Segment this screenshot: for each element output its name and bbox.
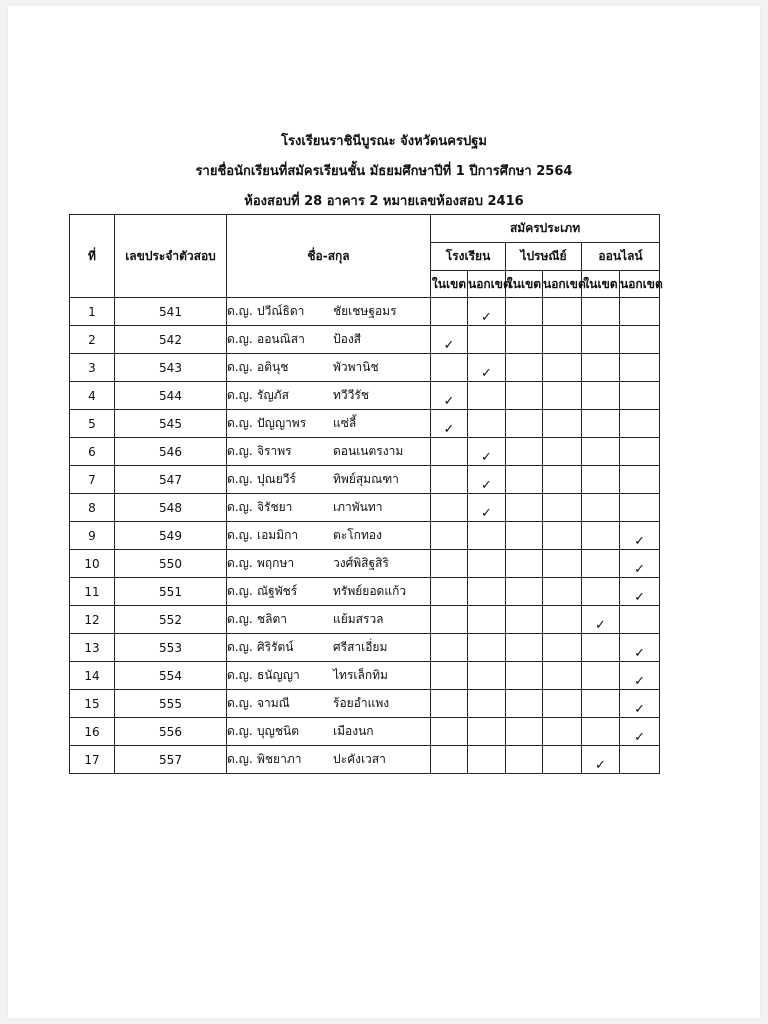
check-mark-icon: ✓: [634, 674, 645, 689]
last-name: แซ่ลี้: [333, 416, 357, 430]
check-mark-icon: ✓: [443, 422, 455, 437]
first-name: จามณี: [257, 696, 290, 710]
first-name: พิชยาภา: [257, 752, 302, 766]
last-name: ทรัพย์ยอดแก้ว: [333, 584, 407, 598]
first-name: ปัญญาพร: [257, 416, 307, 430]
cell-post-out-zone: [543, 298, 582, 326]
cell-online-out-zone: [620, 578, 660, 606]
last-name: ทิพย์สุมณฑา: [333, 472, 399, 486]
first-name: ศิริรัตน์: [257, 640, 294, 654]
name-prefix: ด.ญ.: [227, 528, 253, 542]
row-number: 16: [70, 718, 115, 746]
last-name: แย้มสรวล: [333, 612, 384, 626]
cell-online-out-zone: [620, 382, 660, 410]
cell-post-in-zone: [506, 578, 543, 606]
cell-post-out-zone: [543, 690, 582, 718]
cell-school-out-zone: [468, 326, 506, 354]
cell-online-out-zone: [620, 550, 660, 578]
table-row: [70, 718, 660, 746]
cell-post-in-zone: [506, 410, 543, 438]
cell-school-out-zone: [468, 522, 506, 550]
cell-online-out-zone: [620, 326, 660, 354]
cell-online-out-zone: [620, 690, 660, 718]
cell-school-in-zone: [431, 522, 468, 550]
cell-online-in-zone: [582, 690, 620, 718]
cell-post-in-zone: [506, 550, 543, 578]
cell-school-in-zone: [431, 550, 468, 578]
row-number: 2: [70, 326, 115, 354]
cell-school-out-zone: [468, 550, 506, 578]
last-name: ทวีวีรัช: [333, 388, 369, 402]
cell-online-in-zone: [582, 494, 620, 522]
cell-school-out-zone: [468, 410, 506, 438]
exam-code: 541: [115, 298, 227, 326]
row-number: 1: [70, 298, 115, 326]
table-row: [70, 550, 660, 578]
cell-school-in-zone: [431, 494, 468, 522]
header-online: ออนไลน์: [582, 243, 660, 271]
row-number: 7: [70, 466, 115, 494]
cell-online-out-zone: [620, 354, 660, 382]
first-name: ปวีณ์ธิดา: [257, 304, 305, 318]
school-title: โรงเรียนราชินีบูรณะ จังหวัดนครปฐม: [281, 134, 487, 149]
last-name: เภาพันทา: [333, 500, 383, 514]
first-name: จิราพร: [257, 444, 292, 458]
table-row: [70, 634, 660, 662]
cell-school-out-zone: [468, 578, 506, 606]
header-school-out-zone: นอกเขต: [468, 271, 506, 298]
last-name: ศรีสาเอี่ยม: [333, 640, 388, 654]
name-prefix: ด.ญ.: [227, 612, 253, 626]
first-name: ณัฐพัชร์: [257, 584, 298, 598]
student-name: [227, 606, 431, 634]
student-name: [227, 326, 431, 354]
cell-online-out-zone: [620, 410, 660, 438]
row-number: 6: [70, 438, 115, 466]
first-name: ชลิตา: [257, 612, 288, 626]
cell-school-in-zone: [431, 690, 468, 718]
row-number: 3: [70, 354, 115, 382]
list-title: รายชื่อนักเรียนที่สมัครเรียนชั้น มัธยมศึกษาปีที่ 1 ปีการศึกษา 2564: [195, 164, 573, 179]
cell-online-out-zone: [620, 438, 660, 466]
first-name: จิรัชยา: [257, 500, 293, 514]
last-name: ตะโกทอง: [333, 528, 382, 542]
cell-online-in-zone: [582, 438, 620, 466]
first-name: อตินุช: [257, 360, 289, 374]
cell-online-in-zone: [582, 606, 620, 634]
cell-school-in-zone: [431, 438, 468, 466]
row-number: 9: [70, 522, 115, 550]
cell-post-out-zone: [543, 634, 582, 662]
exam-room-title: ห้องสอบที่ 28 อาคาร 2 หมายเลขห้องสอบ 2416: [244, 194, 524, 209]
cell-post-out-zone: [543, 438, 582, 466]
student-name: [227, 690, 431, 718]
check-mark-icon: ✓: [443, 338, 455, 353]
cell-post-in-zone: [506, 466, 543, 494]
table-row: [70, 382, 660, 410]
cell-online-out-zone: [620, 746, 660, 774]
cell-school-in-zone: [431, 466, 468, 494]
cell-school-out-zone: [468, 690, 506, 718]
cell-post-out-zone: [543, 326, 582, 354]
last-name: ปะคังเวสา: [333, 752, 386, 766]
first-name: เอมมิกา: [257, 528, 299, 542]
cell-online-in-zone: [582, 578, 620, 606]
cell-online-out-zone: [620, 494, 660, 522]
row-number: 8: [70, 494, 115, 522]
last-name: เมืองนก: [333, 724, 374, 738]
exam-code: 543: [115, 354, 227, 382]
exam-code: 547: [115, 466, 227, 494]
check-mark-icon: ✓: [481, 366, 492, 381]
exam-code: 544: [115, 382, 227, 410]
name-prefix: ด.ญ.: [227, 444, 253, 458]
name-prefix: ด.ญ.: [227, 556, 253, 570]
cell-online-out-zone: [620, 606, 660, 634]
table-row: [70, 438, 660, 466]
header-post-out-zone: นอกเขต: [543, 271, 582, 298]
name-prefix: ด.ญ.: [227, 668, 253, 682]
header-school-in-zone: ในเขต: [431, 271, 468, 298]
cell-school-out-zone: [468, 606, 506, 634]
table-row: [70, 578, 660, 606]
cell-online-in-zone: [582, 522, 620, 550]
name-prefix: ด.ญ.: [227, 472, 253, 486]
header-post-in-zone: ในเขต: [506, 271, 543, 298]
check-mark-icon: ✓: [481, 450, 492, 465]
exam-code: 554: [115, 662, 227, 690]
cell-school-in-zone: [431, 746, 468, 774]
name-prefix: ด.ญ.: [227, 640, 253, 654]
cell-online-in-zone: [582, 718, 620, 746]
name-prefix: ด.ญ.: [227, 696, 253, 710]
cell-online-out-zone: [620, 662, 660, 690]
header-apply-type: สมัครประเภท: [431, 215, 660, 243]
student-name: [227, 494, 431, 522]
row-number: 14: [70, 662, 115, 690]
cell-school-in-zone: [431, 634, 468, 662]
cell-online-in-zone: [582, 382, 620, 410]
check-mark-icon: ✓: [634, 562, 645, 577]
row-number: 15: [70, 690, 115, 718]
cell-online-out-zone: [620, 634, 660, 662]
cell-post-out-zone: [543, 606, 582, 634]
cell-school-in-zone: [431, 606, 468, 634]
cell-online-in-zone: [582, 326, 620, 354]
student-name: [227, 438, 431, 466]
student-name: [227, 466, 431, 494]
header-no: ที่: [70, 215, 115, 298]
cell-school-out-zone: [468, 466, 506, 494]
cell-school-in-zone: [431, 326, 468, 354]
name-prefix: ด.ญ.: [227, 500, 253, 514]
row-number: 10: [70, 550, 115, 578]
cell-post-in-zone: [506, 634, 543, 662]
cell-school-out-zone: [468, 354, 506, 382]
check-mark-icon: ✓: [481, 506, 492, 521]
cell-online-out-zone: [620, 718, 660, 746]
cell-post-out-zone: [543, 522, 582, 550]
cell-online-in-zone: [582, 662, 620, 690]
student-name: [227, 382, 431, 410]
check-mark-icon: ✓: [443, 394, 455, 409]
cell-post-out-zone: [543, 746, 582, 774]
cell-post-out-zone: [543, 466, 582, 494]
name-prefix: ด.ญ.: [227, 584, 253, 598]
cell-school-in-zone: [431, 662, 468, 690]
cell-post-out-zone: [543, 550, 582, 578]
exam-code: 556: [115, 718, 227, 746]
last-name: ป้องสี: [333, 332, 362, 346]
cell-post-in-zone: [506, 494, 543, 522]
exam-code: 546: [115, 438, 227, 466]
table-row: [70, 466, 660, 494]
first-name: ธนัญญา: [257, 668, 300, 682]
row-number: 5: [70, 410, 115, 438]
cell-post-in-zone: [506, 438, 543, 466]
check-mark-icon: ✓: [481, 478, 492, 493]
cell-online-in-zone: [582, 410, 620, 438]
student-table-body: [70, 298, 660, 774]
table-row: [70, 354, 660, 382]
cell-online-in-zone: [582, 354, 620, 382]
cell-school-in-zone: [431, 298, 468, 326]
cell-school-out-zone: [468, 634, 506, 662]
row-number: 12: [70, 606, 115, 634]
cell-post-in-zone: [506, 718, 543, 746]
check-mark-icon: ✓: [481, 310, 492, 325]
cell-post-in-zone: [506, 298, 543, 326]
header-school: โรงเรียน: [431, 243, 506, 271]
cell-online-in-zone: [582, 634, 620, 662]
cell-post-in-zone: [506, 326, 543, 354]
cell-post-in-zone: [506, 662, 543, 690]
student-name: [227, 410, 431, 438]
first-name: ปุณยวีร์: [257, 472, 296, 486]
cell-school-in-zone: [431, 578, 468, 606]
cell-post-out-zone: [543, 718, 582, 746]
cell-online-out-zone: [620, 522, 660, 550]
cell-post-in-zone: [506, 746, 543, 774]
student-name: [227, 718, 431, 746]
cell-post-out-zone: [543, 382, 582, 410]
student-name: [227, 354, 431, 382]
cell-online-in-zone: [582, 550, 620, 578]
header-online-out-zone: นอกเขต: [620, 271, 660, 298]
check-mark-icon: ✓: [634, 730, 645, 745]
cell-online-out-zone: [620, 298, 660, 326]
name-prefix: ด.ญ.: [227, 388, 253, 402]
row-number: 13: [70, 634, 115, 662]
student-name: [227, 634, 431, 662]
first-name: ออนณิสา: [257, 332, 305, 346]
exam-code: 555: [115, 690, 227, 718]
exam-code: 550: [115, 550, 227, 578]
table-row: [70, 522, 660, 550]
table-row: [70, 298, 660, 326]
header-name: ชื่อ-สกุล: [227, 215, 431, 298]
name-prefix: ด.ญ.: [227, 304, 253, 318]
cell-school-out-zone: [468, 746, 506, 774]
cell-post-in-zone: [506, 522, 543, 550]
name-prefix: ด.ญ.: [227, 724, 253, 738]
cell-school-in-zone: [431, 354, 468, 382]
last-name: วงศ์พิสิฐสิริ: [333, 556, 389, 570]
exam-code: 557: [115, 746, 227, 774]
last-name: ร้อยอำแพง: [333, 696, 390, 710]
student-name: [227, 662, 431, 690]
cell-post-in-zone: [506, 690, 543, 718]
exam-code: 549: [115, 522, 227, 550]
student-name: [227, 550, 431, 578]
cell-school-out-zone: [468, 298, 506, 326]
name-prefix: ด.ญ.: [227, 360, 253, 374]
cell-school-in-zone: [431, 382, 468, 410]
last-name: พัวพานิช: [333, 360, 379, 374]
first-name: พฤกษา: [257, 556, 295, 570]
table-row: [70, 690, 660, 718]
cell-post-out-zone: [543, 662, 582, 690]
last-name: ไทรเล็กทิม: [333, 668, 388, 682]
cell-post-out-zone: [543, 578, 582, 606]
name-prefix: ด.ญ.: [227, 416, 253, 430]
cell-post-out-zone: [543, 354, 582, 382]
student-name: [227, 298, 431, 326]
exam-code: 542: [115, 326, 227, 354]
last-name: ชัยเชษฐอมร: [333, 304, 397, 318]
student-name: [227, 746, 431, 774]
cell-online-in-zone: [582, 466, 620, 494]
name-prefix: ด.ญ.: [227, 752, 253, 766]
row-number: 4: [70, 382, 115, 410]
name-prefix: ด.ญ.: [227, 332, 253, 346]
row-number: 17: [70, 746, 115, 774]
check-mark-icon: ✓: [595, 758, 606, 773]
cell-post-out-zone: [543, 494, 582, 522]
check-mark-icon: ✓: [634, 534, 645, 549]
exam-code: 545: [115, 410, 227, 438]
table-row: [70, 410, 660, 438]
table-row: [70, 494, 660, 522]
cell-online-in-zone: [582, 746, 620, 774]
cell-school-in-zone: [431, 718, 468, 746]
exam-code: 551: [115, 578, 227, 606]
table-row: [70, 662, 660, 690]
cell-school-out-zone: [468, 438, 506, 466]
header-post: ไปรษณีย์: [506, 243, 582, 271]
cell-post-in-zone: [506, 382, 543, 410]
check-mark-icon: ✓: [634, 702, 645, 717]
row-number: 11: [70, 578, 115, 606]
check-mark-icon: ✓: [634, 646, 645, 661]
cell-school-out-zone: [468, 718, 506, 746]
table-row: [70, 326, 660, 354]
exam-code: 548: [115, 494, 227, 522]
header-online-in-zone: ในเขต: [582, 271, 620, 298]
table-row: [70, 746, 660, 774]
cell-online-in-zone: [582, 298, 620, 326]
exam-code: 552: [115, 606, 227, 634]
exam-code: 553: [115, 634, 227, 662]
check-mark-icon: ✓: [634, 590, 645, 605]
last-name: ดอนเนตรงาม: [333, 444, 404, 458]
cell-school-out-zone: [468, 662, 506, 690]
cell-school-out-zone: [468, 494, 506, 522]
check-mark-icon: ✓: [595, 618, 606, 633]
header-exam-code: เลขประจำตัวสอบ: [115, 215, 227, 298]
cell-school-out-zone: [468, 382, 506, 410]
cell-school-in-zone: [431, 410, 468, 438]
cell-post-in-zone: [506, 606, 543, 634]
first-name: บุญชนิต: [257, 724, 299, 738]
student-table: [69, 214, 663, 774]
student-name: [227, 522, 431, 550]
cell-post-out-zone: [543, 410, 582, 438]
cell-post-in-zone: [506, 354, 543, 382]
cell-online-out-zone: [620, 466, 660, 494]
table-row: [70, 606, 660, 634]
first-name: รัญภัส: [257, 388, 289, 402]
student-name: [227, 578, 431, 606]
